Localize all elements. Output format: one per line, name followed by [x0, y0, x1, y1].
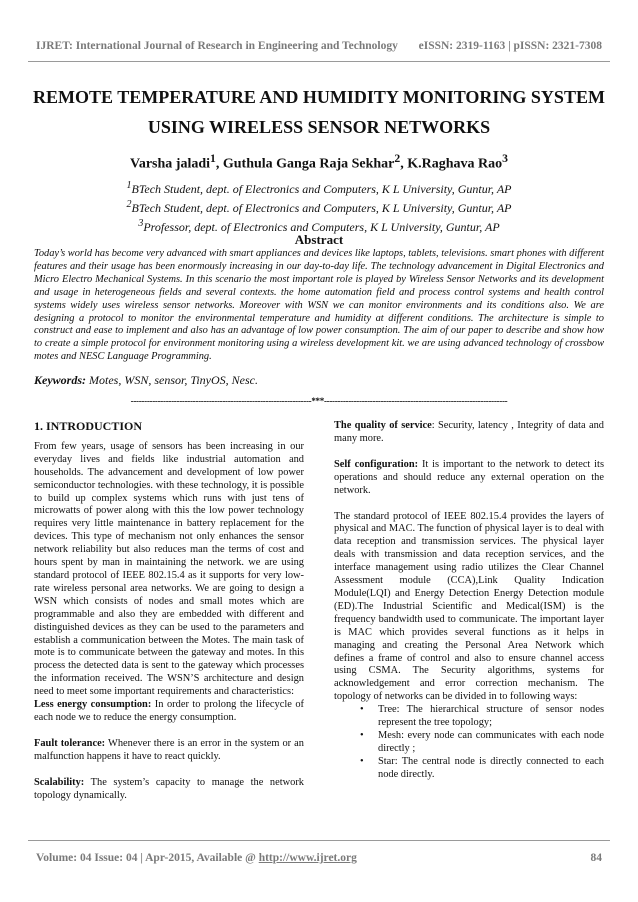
affiliation: [24, 197, 614, 216]
affiliation-sup: 3: [138, 218, 144, 229]
bullet-icon: •: [360, 729, 364, 741]
list-item: [360, 729, 604, 756]
requirement-label: Less energy consumption:: [34, 699, 152, 711]
author-name: Varsha jaladi: [130, 156, 211, 172]
abstract-text: Today’s world has become very advanced with smart appliances and devices like laptops, tablets, televisions. smart phones with different features and their usage has been enormously increasing in our day-to-day life. The technology advancement in Digital Electronics and Micro Electro Mechanical Systems. In this scenario the most important role is played by Wireless Sensor Networks and its development and usage in heterogeneous fields and several contexts. the home automation field and process control systems and health control systems widely uses wireless sensor networks. Moreover with WSN we can monitor environments and its conditions also. We are designing a protocol to monitor the environmental temperature and humidity at different conditions. The architecture is simple to construct and ease to implement and also has an advantage of low power consumption. The aim of our paper to describe and show how to create a simple protocol for environment monitoring using a wireless development kit. we are using advanced technology of crossbow motes and NESC Language Programming.: [34, 248, 604, 363]
page-number: 84: [590, 852, 602, 864]
requirement-label: Fault tolerance:: [34, 737, 106, 749]
author-separator: ,: [215, 156, 223, 172]
requirement-text: : Security, latency , Integrity of data and many more.: [334, 420, 604, 444]
author-sup: 3: [502, 152, 508, 165]
protocol-paragraph: The standard protocol of IEEE 802.15.4 provides the layers of physical and MAC. The function of physical layer is to deal with data reception and transmission services. The physical layer deals with transmission and data reception services, and the interface management using radio utilizes the Clear Channel Assessment module (CCA),Link Quality Indication Module(LQI) and Energy Detection Energy Detection module (ED).The Industrial Scientific and Medical(ISM) is the frequency bandwidth used to communicate. The important layer is MAC which provides several functions as it helps in managing and creating the Personal Area Network which defines a frame of control and also to ensure channel access using CSMA. The Security algorithms, systems for acknowledgement and error correction mechanism. The topology of networks can be divided in to following ways:: [334, 510, 604, 703]
right-column: [334, 420, 604, 782]
requirement-label: Self configuration:: [334, 458, 419, 470]
author-list: [24, 152, 614, 173]
author-sup: 2: [394, 152, 401, 165]
running-header: [36, 40, 602, 52]
title-line-1: REMOTE TEMPERATURE AND HUMIDITY MONITORING SYSTEM: [33, 87, 605, 107]
footer-volume: Volume: 04 Issue: 04 | Apr-2015, Available @: [36, 852, 259, 864]
requirement-energy: [34, 699, 304, 725]
requirement-qos: [334, 420, 604, 446]
left-column: [34, 420, 304, 802]
author-sup: 1: [210, 152, 216, 165]
keywords-label: Keywords:: [34, 373, 86, 387]
keywords: [34, 373, 604, 388]
list-item-text: Mesh: every node can communicates with each node directly ;: [378, 729, 604, 754]
journal-link[interactable]: http://www.ijret.org: [258, 852, 357, 864]
author-name: K.Raghava Rao: [407, 156, 503, 172]
requirement-label: The quality of service: [334, 420, 432, 431]
journal-name: IJRET: International Journal of Research in Engineering and Technology: [36, 40, 398, 52]
topology-list: [334, 704, 604, 781]
keywords-text: Motes, WSN, sensor, TinyOS, Nesc.: [86, 373, 258, 387]
author-name: Guthula Ganga Raja Sekhar: [222, 156, 395, 172]
header-rule: [28, 61, 610, 62]
paper-title: [24, 82, 614, 142]
affiliations: [24, 178, 614, 235]
section-separator: -------------------------------------------------------------------***--------------------------------------------------------------------: [130, 396, 508, 406]
author-separator: ,: [400, 156, 408, 172]
abstract-heading: Abstract: [294, 232, 344, 247]
footer-left: [36, 852, 357, 864]
requirement-text: Whenever there is an error in the system or an malfunction happens it have to react quickly.: [34, 737, 304, 762]
affiliation: [24, 178, 614, 197]
requirement-text: In order to prolong the lifecycle of each node we to reduce the energy consumption.: [34, 699, 304, 723]
requirement-selfconfig: [334, 459, 604, 498]
list-item-text: Star: The central node is directly connected to each node directly.: [378, 755, 604, 780]
intro-paragraph: From few years, usage of sensors has been increasing in our everyday lives and fields like industrial automation and households. The advancement and development of low power semiconductor technologies. with these technology, it is possible to build up complex systems which runs with just tens of microwatts of power along with this the low power technology requires very little maintenance in battery replacement for the devices. This type of mechanism not only enhances the sensor network reliability but also reduces man the terms of cost and hours spent by man in maintaining the network. we are using standard protocol of IEEE 802.15.4 as it supports for very low-rate wireless personal area networks. We are going to design a WSN which consists of nodes and small motes which are programmable and also they are embedded with different and distinguished devices as they can be used to the parameters and establish a communication between the Motes. The main task of mote is to communicate between the gateway and motes. In this process the detected data is sent to the gateway which processes the information received. The WSN’S architecture and design need to meet some important requirements and characteristics:: [34, 440, 304, 698]
list-item-text: Tree: The hierarchical structure of sensor nodes represent the tree topology;: [378, 704, 604, 729]
requirement-text: The system’s capacity to manage the network topology dynamically.: [34, 776, 304, 801]
list-item: [360, 704, 604, 730]
requirement-fault: [34, 738, 304, 764]
requirement-text: It is important to the network to detect its operations and should reduce any external operation on the network.: [334, 458, 604, 496]
requirement-scalability: [34, 777, 304, 803]
affiliation-text: BTech Student, dept. of Electronics and Computers, K L University, Guntur, AP: [131, 182, 512, 196]
bullet-icon: •: [360, 755, 364, 767]
issn: eISSN: 2319-1163 | pISSN: 2321-7308: [418, 40, 602, 52]
requirement-label: Scalability:: [34, 776, 85, 788]
section-heading: 1. INTRODUCTION: [34, 419, 143, 433]
affiliation-sup: 2: [126, 199, 132, 210]
footer-rule: [28, 840, 610, 841]
affiliation-text: BTech Student, dept. of Electronics and Computers, K L University, Guntur, AP: [131, 201, 512, 215]
running-footer: [36, 852, 602, 864]
affiliation-text: Professor, dept. of Electronics and Computers, K L University, Guntur, AP: [143, 220, 500, 234]
bullet-icon: •: [360, 704, 364, 716]
title-line-2: USING WIRELESS SENSOR NETWORKS: [147, 117, 491, 137]
affiliation-sup: 1: [126, 180, 132, 191]
list-item: [360, 755, 604, 782]
